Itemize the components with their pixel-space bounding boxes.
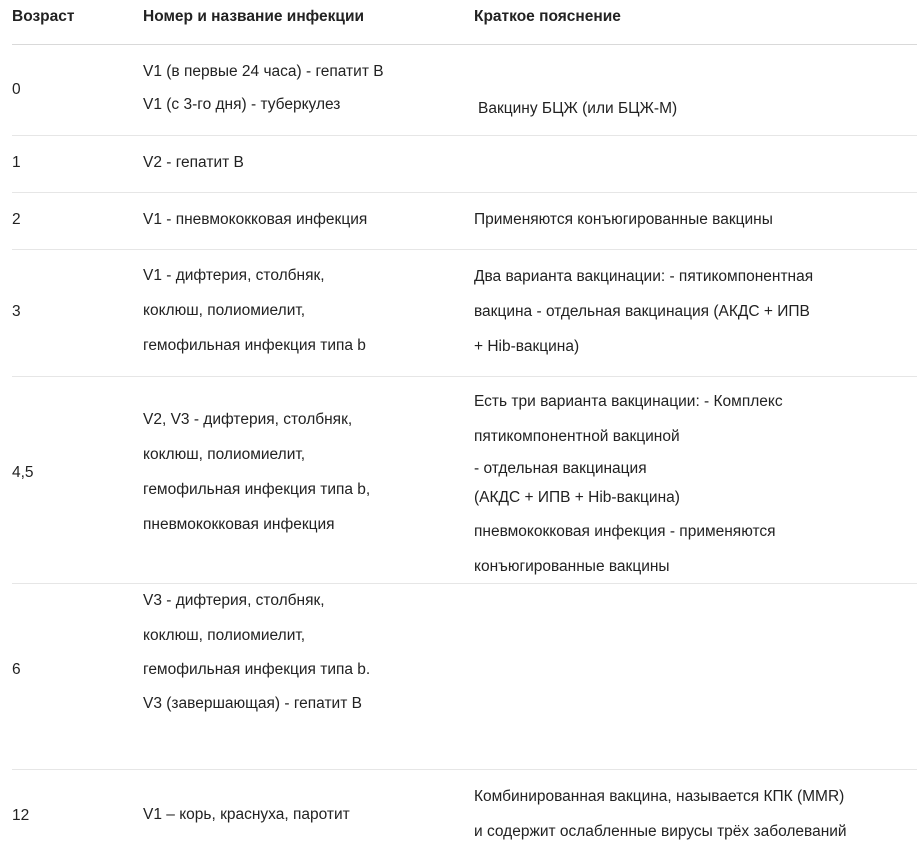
infection-line: коклюш, полиомиелит, bbox=[143, 446, 306, 463]
age-cell: 1 bbox=[12, 154, 21, 171]
note-line: пневмококковая инфекция - применяются bbox=[474, 523, 776, 540]
note-line: Два варианта вакцинации: - пятикомпонентная bbox=[474, 268, 814, 285]
infection-line: гемофильная инфекция типа b bbox=[143, 337, 366, 354]
note-line: + Hib-вакцина) bbox=[474, 338, 580, 355]
age-cell: 4,5 bbox=[12, 464, 34, 481]
note-line: Комбинированная вакцина, называется КПК (MMR) bbox=[474, 788, 845, 805]
header-note: Краткое пояснение bbox=[474, 8, 621, 25]
age-cell: 12 bbox=[12, 807, 30, 824]
infection-line: V3 (завершающая) - гепатит В bbox=[143, 695, 362, 712]
infection-line: коклюш, полиомиелит, bbox=[143, 627, 306, 644]
infection-line: пневмококковая инфекция bbox=[143, 516, 335, 533]
table-row bbox=[12, 584, 917, 770]
note-line: и содержит ослабленные вирусы трёх заболеваний bbox=[474, 823, 847, 840]
table-row bbox=[12, 377, 917, 584]
infection-line: V3 - дифтерия, столбняк, bbox=[143, 592, 325, 609]
infection-line: V1 – корь, краснуха, паротит bbox=[143, 806, 350, 823]
age-cell: 3 bbox=[12, 303, 21, 320]
infection-line: гемофильная инфекция типа b, bbox=[143, 481, 371, 498]
infection-line: гемофильная инфекция типа b. bbox=[143, 661, 371, 678]
age-cell: 0 bbox=[12, 81, 21, 98]
infection-line: V2 - гепатит В bbox=[143, 154, 244, 171]
table-row bbox=[12, 136, 917, 193]
table-header bbox=[12, 0, 917, 45]
note-line: вакцина - отдельная вакцинация (АКДС + ИПВ bbox=[474, 303, 810, 320]
table-row bbox=[12, 250, 917, 377]
table-row bbox=[12, 193, 917, 250]
table-row bbox=[12, 770, 917, 854]
age-cell: 2 bbox=[12, 211, 21, 228]
header-age: Возраст bbox=[12, 8, 75, 25]
infection-line: V1 - пневмококковая инфекция bbox=[143, 211, 368, 228]
age-cell: 6 bbox=[12, 661, 21, 678]
note-line: (АКДС + ИПВ + Hib-вакцина) bbox=[474, 489, 680, 506]
note-line: Применяются конъюгированные вакцины bbox=[474, 211, 773, 228]
note-line: пятикомпонентной вакциной bbox=[474, 428, 680, 445]
infection-line: V1 (в первые 24 часа) - гепатит В bbox=[143, 63, 384, 80]
note-line: конъюгированные вакцины bbox=[474, 558, 670, 575]
note-line: Есть три варианта вакцинации: - Комплекс bbox=[474, 393, 783, 410]
table-row bbox=[12, 45, 917, 136]
infection-line: коклюш, полиомиелит, bbox=[143, 302, 306, 319]
note-line: Вакцину БЦЖ (или БЦЖ-М) bbox=[478, 100, 678, 117]
note-line: - отдельная вакцинация bbox=[474, 460, 647, 477]
infection-line: V2, V3 - дифтерия, столбняк, bbox=[143, 411, 353, 428]
infection-line: V1 - дифтерия, столбняк, bbox=[143, 267, 325, 284]
infection-line: V1 (с 3-го дня) - туберкулез bbox=[143, 96, 341, 113]
header-infection: Номер и название инфекции bbox=[143, 8, 365, 25]
